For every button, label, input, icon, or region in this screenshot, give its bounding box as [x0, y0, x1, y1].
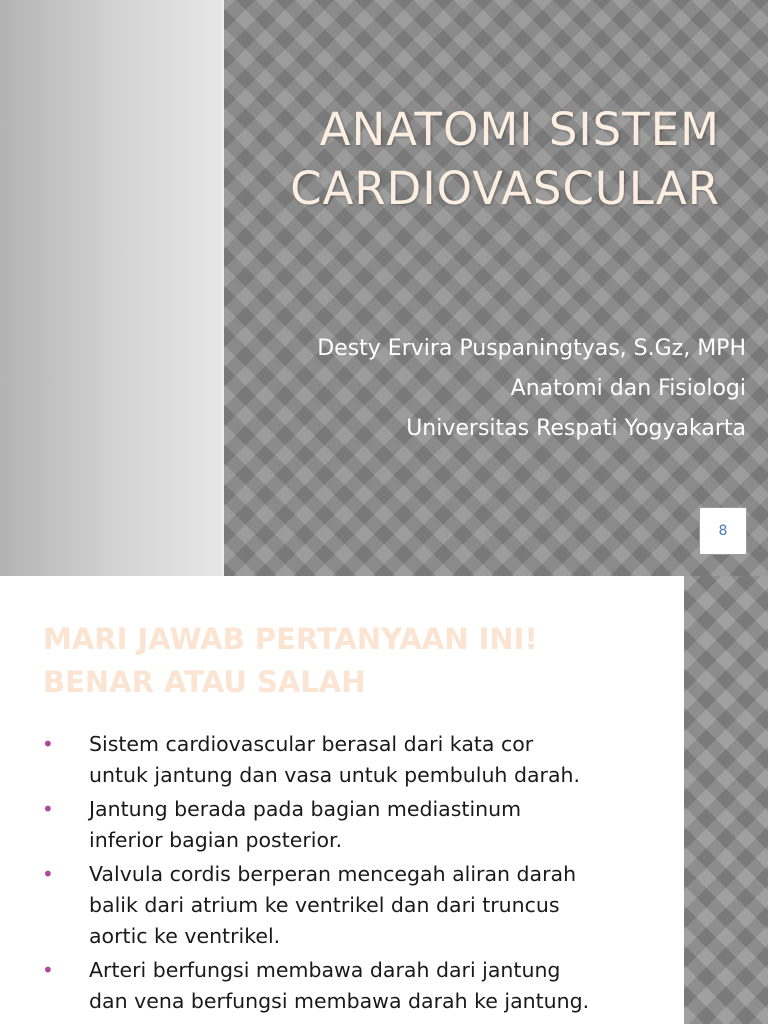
heading-line-1: MARI JAWAB PERTANYAAN INI!: [43, 622, 538, 656]
bullet-text-line: aortic ke ventrikel.: [89, 924, 281, 948]
slide-number: 8: [718, 523, 728, 539]
right-pattern-panel: [684, 576, 768, 1024]
bullet-item: [42, 729, 642, 791]
bullet-list: [42, 729, 642, 1020]
bullet-dot-icon: •: [42, 732, 54, 756]
bullet-text-line: balik dari atrium ke ventrikel dan dari truncus: [89, 893, 560, 917]
university-name: Universitas Respati Yogyakarta: [406, 416, 746, 441]
heading-line-2: BENAR ATAU SALAH: [43, 665, 366, 699]
bullet-text-line: dan vena berfungsi membawa darah ke jantung.: [89, 989, 590, 1013]
bullet-dot-icon: •: [42, 797, 54, 821]
author-name: Desty Ervira Puspaningtyas, S.Gz, MPH: [317, 336, 746, 361]
course-name: Anatomi dan Fisiologi: [510, 376, 746, 401]
left-gradient-panel: [0, 0, 224, 576]
bullet-item: [42, 955, 642, 1017]
title-line-1: ANATOMI SISTEM: [319, 103, 720, 156]
slide-2: [0, 576, 768, 1024]
slide-heading: [43, 618, 643, 704]
bullet-text-line: Sistem cardiovascular berasal dari kata cor: [89, 732, 534, 756]
bullet-dot-icon: •: [42, 958, 54, 982]
bullet-dot-icon: •: [42, 862, 54, 886]
bullet-item: [42, 859, 642, 952]
bullet-text-line: inferior bagian posterior.: [89, 828, 343, 852]
bullet-text-line: untuk jantung dan vasa untuk pembuluh darah.: [89, 763, 581, 787]
bullet-text-line: Jantung berada pada bagian mediastinum: [89, 797, 522, 821]
bullet-text-line: Valvula cordis berperan mencegah aliran darah: [89, 862, 577, 886]
slide-number-badge: [699, 507, 747, 555]
bullet-text-line: Arteri berfungsi membawa darah dari jantung: [89, 958, 561, 982]
bullet-item: [42, 794, 642, 856]
slide-title: [224, 100, 720, 218]
title-line-2: CARDIOVASCULAR: [290, 162, 720, 215]
slide-subtitle: [224, 329, 746, 449]
